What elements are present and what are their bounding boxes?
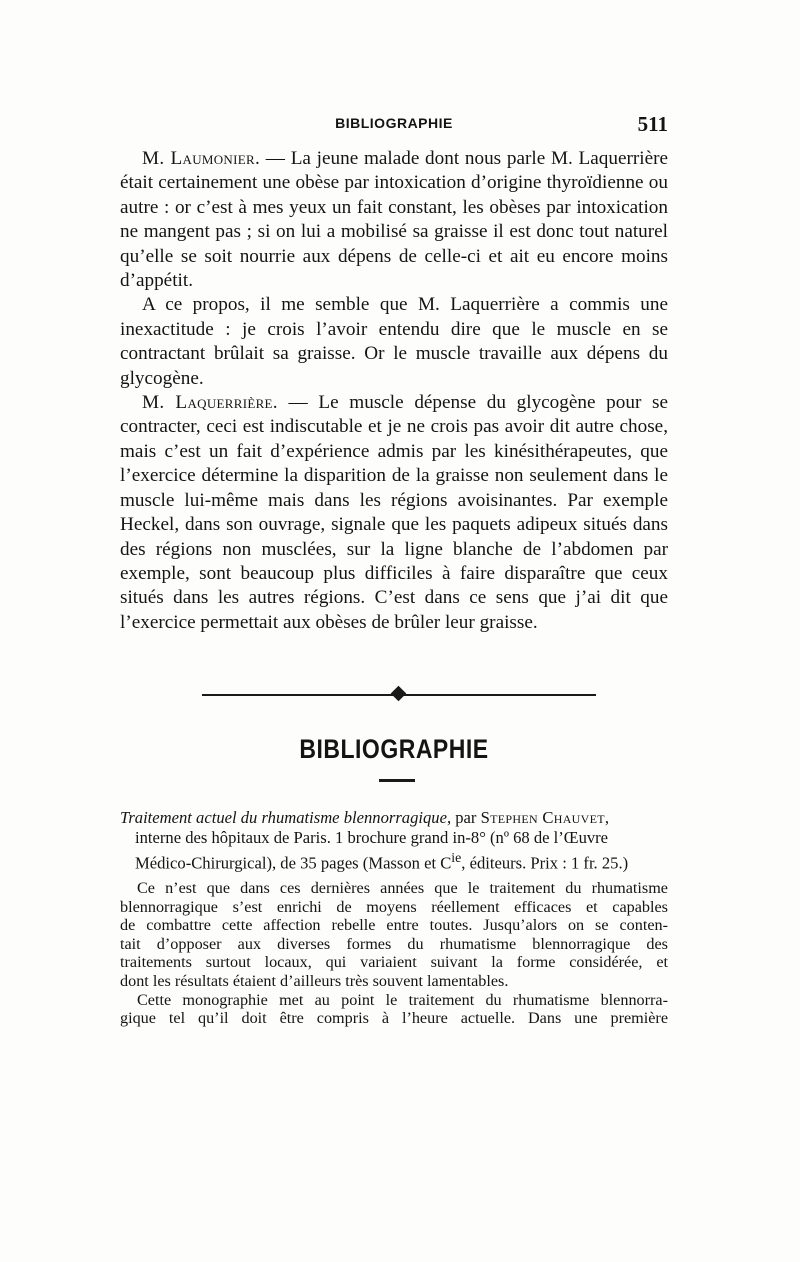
reference-by: , par xyxy=(446,808,481,827)
page-number: 511 xyxy=(637,112,668,136)
book-author: Stephen Chauvet xyxy=(480,808,605,827)
speaker-laumonier: M. Laumonier. xyxy=(142,148,261,169)
paragraph-text: — La jeune malade dont nous parle M. Laquerrière était certainement une obèse par intoxication d’origine thyroïdienne ou autre : or c’est à mes yeux un fait constant, les obèses par intoxication ne mangent pas ; si on lui a mobilisé sa graisse il est donc tout naturel qu’elle se soit nourrie aux dépens de celle-ci et ait eu encore moins d’appétit. xyxy=(120,148,668,292)
discussion-paragraph-laumonier xyxy=(120,147,668,293)
bibliographic-reference xyxy=(120,808,668,874)
reference-text: , éditeurs. Prix : 1 fr. 25.) xyxy=(461,853,629,873)
speaker-laquerriere: M. Laquerrière. xyxy=(142,392,278,414)
review-paragraph-2 xyxy=(120,991,668,1028)
reference-punct: , xyxy=(604,808,610,827)
review-line: traitements surtout locaux, qui variaient suivant la forme considérée, et xyxy=(120,953,668,972)
title-rule xyxy=(379,779,415,782)
review-line: Ce n’est que dans ces dernières années que le traitement du rhumatisme xyxy=(137,879,668,897)
discussion-paragraph-laquerriere xyxy=(120,391,668,635)
running-head xyxy=(120,112,668,139)
divider-diamond-icon xyxy=(391,686,407,702)
paragraph-text: — Le muscle dépense du glycogène pour se contracter, ceci est indiscutable et je ne crois pas avoir dit autre chose, mais c’est un fait d’expérience admis par les kinésithérapeutes, que l’exercice détermine la disparition de la graisse non seulement dans le muscle lui-même mais dans les régions avoisinantes. Par exemple Heckel, dans son ouvrage, signale que les paquets adipeux situés dans des régions non musclées, sur la ligne blanche de l’abdomen par exemple, sont beaucoup plus difficiles à faire disparaître que ceux situés dans les autres régions. C’est dans ce sens que j’ai dit que l’exercice permettait aux obèses de brûler leur graisse. xyxy=(120,392,668,633)
book-title: Traitement actuel du rhumatisme blennorragique xyxy=(120,808,447,827)
reference-superscript: ie xyxy=(451,850,462,865)
review-line: Cette monographie met au point le traitement du rhumatisme blennorra- xyxy=(137,990,668,1009)
review-line: dont les résultats étaient d’ailleurs très souvent lamentables. xyxy=(120,971,509,990)
reference-line-1 xyxy=(120,808,668,828)
book-review xyxy=(120,879,668,1028)
running-title: BIBLIOGRAPHIE xyxy=(335,115,453,131)
review-line: gique tel qu’il doit être compris à l’heure actuelle. Dans une première xyxy=(120,1009,668,1028)
reference-text: Médico-Chirurgical), de 35 pages (Masson et C xyxy=(135,853,452,873)
paragraph-text: A ce propos, il me semble que M. Laquerrière a commis une inexactitude : je crois l’avoir entendu dire que le muscle en se contractant brûlait sa graisse. Or le muscle travaille aux dépens du glycogène. xyxy=(120,294,668,389)
section-title: BIBLIOGRAPHIE xyxy=(299,733,489,764)
review-line: tait d’opposer aux diverses formes du rhumatisme blennorragique des xyxy=(120,934,668,953)
discussion-paragraph-propos xyxy=(120,293,668,391)
review-paragraph-1 xyxy=(120,879,668,991)
reference-line-3 xyxy=(120,848,668,874)
review-line: blennorragique s’est enrichi de moyens réellement efficaces et capables xyxy=(120,897,668,916)
reference-line-2: interne des hôpitaux de Paris. 1 brochure grand in-8° (nº 68 de l’Œuvre xyxy=(135,828,609,847)
review-line: de combattre cette affection rebelle entre toutes. Jusqu’alors on se conten- xyxy=(120,916,668,935)
discussion-text xyxy=(120,147,668,635)
